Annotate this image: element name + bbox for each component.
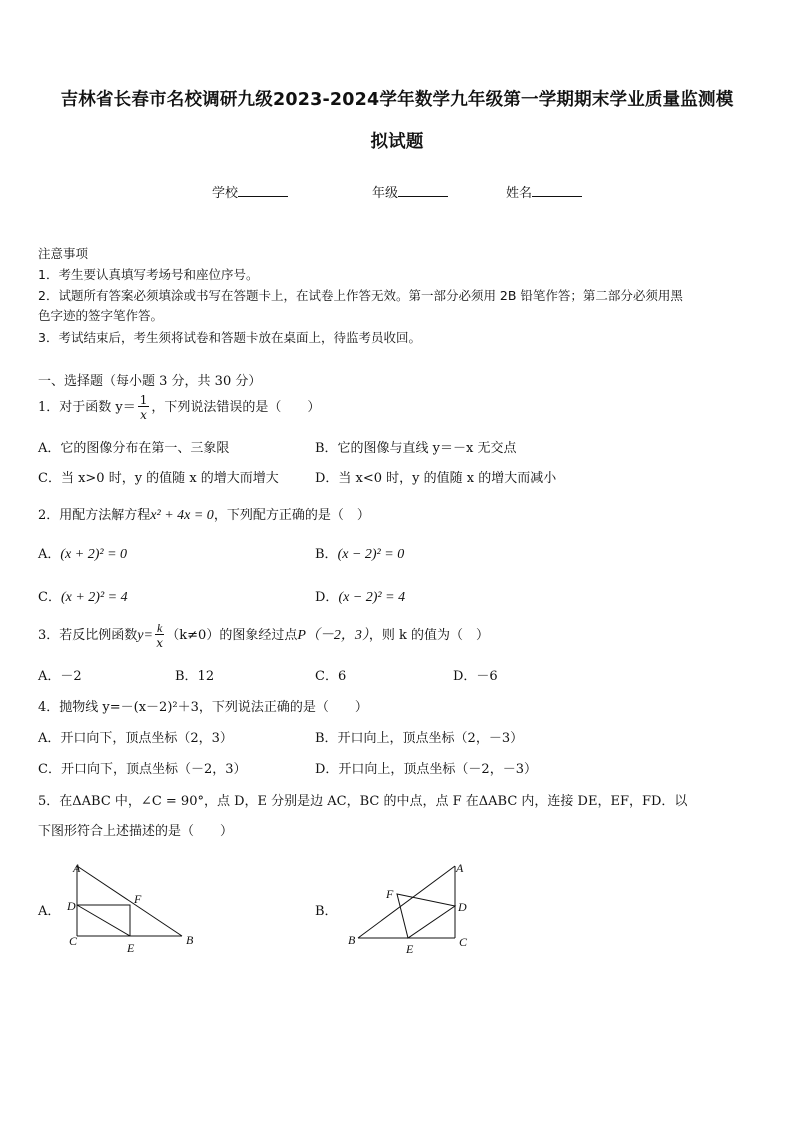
fig-a-segment-de [77, 905, 130, 936]
notice-item-2-cont: 色字迹的签字笔作答。 [38, 308, 164, 323]
question-3-stem: 3．若反比例函数y= $\frac{k}{x}$ （k≠0）的图象经过点P（－2，3），则 k 的值为（ ） [38, 621, 490, 650]
fig-a-label-d: D [67, 899, 76, 913]
q5-figure-b [340, 858, 490, 958]
section-heading: 一、选择题（每小题 3 分，共 30 分） [38, 374, 262, 389]
q3-condition: （k≠0）的图象经过点 [166, 628, 298, 643]
q2-option-a[interactable]: A．(x + 2)² = 0 [38, 547, 128, 562]
q3-suffix: ，则 k 的值为（ ） [368, 628, 490, 643]
fig-a-label-b: B [186, 933, 194, 947]
fig-b-label-f: F [386, 887, 394, 901]
q5-figure-a [60, 858, 210, 958]
q4-option-c[interactable]: C．开口向下，顶点坐标（－2，3） [38, 762, 247, 777]
grade-field [372, 182, 448, 201]
q3-fraction [155, 622, 164, 649]
school-field [212, 182, 288, 201]
fig-b-label-e: E [406, 942, 414, 956]
q1-option-a[interactable]: A．它的图像分布在第一、三象限 [38, 441, 230, 456]
fig-a-label-a: A [73, 861, 81, 875]
fig-a-label-f: F [134, 892, 142, 906]
q1-option-c[interactable]: C．当 x>0 时，y 的值随 x 的增大而增大 [38, 471, 279, 486]
q3-option-c[interactable]: C．6 [315, 669, 347, 684]
page-title: 吉林省长春市名校调研九级2023-2024学年数学九年级第一学期期末学业质量监测模 [60, 90, 734, 110]
question-4-stem: 4．抛物线 y=－(x－2)²＋3，下列说法正确的是（ ） [38, 700, 368, 715]
name-label: 姓名 [506, 186, 533, 201]
question-2-stem [38, 504, 370, 524]
q2-prefix: 2．用配方法解方程 [38, 508, 151, 523]
fig-b-label-b: B [348, 933, 356, 947]
q3-option-a[interactable]: A．－2 [38, 669, 82, 684]
fig-a-label-c: C [69, 934, 78, 948]
fig-b-label-c: C [459, 935, 468, 949]
q1-frac-den: x [140, 408, 147, 422]
q2-option-d-expr: (x − 2)² = 4 [338, 590, 406, 605]
fig-b-label-a: A [456, 861, 464, 875]
notice-item-1: 1．考生要认真填写考场号和座位序号。 [38, 267, 259, 282]
q3-point: P（－2，3） [297, 628, 369, 643]
q5-option-a[interactable]: A． [38, 904, 61, 919]
q2-option-a-expr: (x + 2)² = 0 [60, 547, 128, 562]
notice-item-2: 2．试题所有答案必须填涂或书写在答题卡上，在试卷上作答无效。第一部分必须用 2B 铅笔作答；第二部分必须用黑 [38, 288, 683, 303]
q1-fraction [138, 394, 150, 421]
school-label: 学校 [212, 186, 239, 201]
question-5-stem-line1: 5．在ΔABC 中，∠C = 90°，点 D，E 分别是边 AC，BC 的中点，点 F 在ΔABC 内，连接 DE，EF，FD．以 [38, 794, 688, 809]
fig-b-label-d: D [458, 900, 467, 914]
q3-frac-den: x [156, 636, 163, 650]
name-field [506, 182, 582, 201]
q1-prefix: 1．对于函数 y＝ [38, 400, 136, 415]
q1-frac-num: 1 [139, 393, 148, 407]
grade-blank[interactable] [398, 184, 448, 197]
q2-equation: x² + 4x = 0 [150, 508, 214, 523]
q2-suffix: ，下列配方正确的是（ ） [213, 508, 370, 523]
q3-frac-num: k [156, 621, 163, 635]
q4-option-b[interactable]: B．开口向上，顶点坐标（2，－3） [315, 731, 524, 746]
page-title-line2: 拟试题 [370, 132, 424, 152]
fig-a-label-e: E [127, 941, 135, 955]
name-blank[interactable] [532, 184, 582, 197]
q4-option-d[interactable]: D．开口向上，顶点坐标（－2，－3） [315, 762, 537, 777]
fig-b-side-ab [358, 866, 455, 938]
q2-option-b[interactable]: B．(x − 2)² = 0 [315, 547, 405, 562]
q2-option-b-expr: (x − 2)² = 0 [337, 547, 405, 562]
question-5-stem-line2: 下图形符合上述描述的是（ ） [38, 824, 234, 839]
school-blank[interactable] [238, 184, 288, 197]
q2-option-d[interactable]: D．(x − 2)² = 4 [315, 590, 406, 605]
notice-item-3: 3．考试结束后，考生须将试卷和答题卡放在桌面上，待监考员收回。 [38, 330, 421, 345]
q1-suffix: ，下列说法错误的是（ ） [151, 400, 321, 415]
q5-option-b[interactable]: B． [315, 904, 338, 919]
q1-option-b[interactable]: B．它的图像与直线 y＝－x 无交点 [315, 441, 517, 456]
q3-option-d[interactable]: D．－6 [453, 669, 498, 684]
q2-option-c[interactable]: C．(x + 2)² = 4 [38, 590, 128, 605]
notice-heading: 注意事项 [38, 246, 89, 261]
question-1-stem [38, 392, 320, 424]
q4-option-a[interactable]: A．开口向下，顶点坐标（2，3） [38, 731, 233, 746]
q2-option-c-expr: (x + 2)² = 4 [60, 590, 128, 605]
fig-b-triangle-def [397, 894, 455, 938]
q3-prefix: 3．若反比例函数 [38, 628, 138, 643]
q3-option-b[interactable]: B．12 [175, 669, 215, 684]
q1-option-d[interactable]: D．当 x<0 时，y 的值随 x 的增大而减小 [315, 471, 557, 486]
grade-label: 年级 [372, 186, 399, 201]
